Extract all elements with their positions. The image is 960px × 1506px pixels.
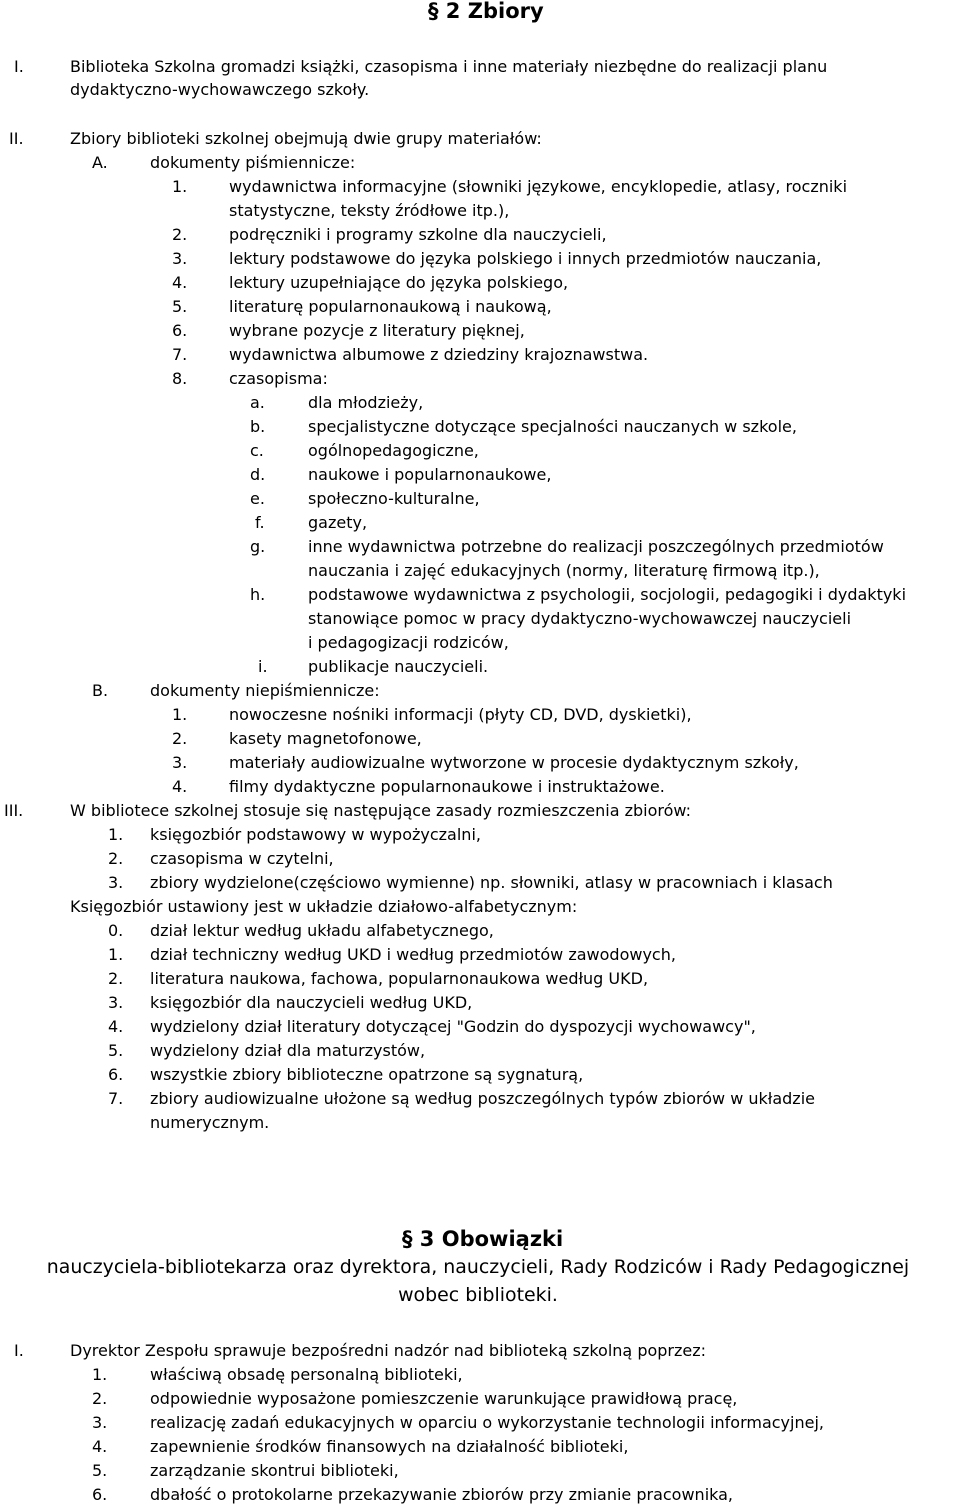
- list-item-number: 3.: [92, 1413, 108, 1432]
- list-item-number: 5.: [172, 297, 188, 316]
- sublist-text: inne wydawnictwa potrzebne do realizacji poszczególnych przedmiotów: [308, 537, 884, 556]
- list-item-number: 6.: [92, 1485, 108, 1504]
- list-item-text: dział techniczny według UKD i według przedmiotów zawodowych,: [150, 945, 676, 964]
- list-item-text: właściwą obsadę personalną biblioteki,: [150, 1365, 463, 1384]
- list-item-number: 2.: [108, 849, 124, 868]
- sublist-letter: f.: [255, 513, 265, 532]
- group-B-title: dokumenty niepiśmiennicze:: [150, 681, 380, 700]
- arrangement-intro: Księgozbiór ustawiony jest w układzie działowo-alfabetycznym:: [70, 897, 578, 916]
- sublist-text: dla młodzieży,: [308, 393, 424, 412]
- list-item-number: 1.: [108, 945, 124, 964]
- sublist-letter: i.: [258, 657, 268, 676]
- list-item-text-cont: statystyczne, teksty źródłowe itp.),: [229, 201, 510, 220]
- sublist-text-cont: stanowiące pomoc w pracy dydaktyczno-wychowawczej nauczycieli: [308, 609, 852, 628]
- list-item-text: odpowiednie wyposażone pomieszczenie warunkujące prawidłową pracę,: [150, 1389, 738, 1408]
- list-item-text: realizację zadań edukacyjnych w oparciu o wykorzystanie technologii informacyjnej,: [150, 1413, 824, 1432]
- list-item-number: 4.: [108, 1017, 124, 1036]
- sublist-letter: a.: [250, 393, 265, 412]
- list-item-number: 1.: [108, 825, 124, 844]
- list-item-text: wydawnictwa informacyjne (słowniki językowe, encyklopedie, atlasy, roczniki: [229, 177, 848, 196]
- list-item-number: 3.: [172, 753, 188, 772]
- list-item-text: wszystkie zbiory biblioteczne opatrzone są sygnaturą,: [150, 1065, 584, 1084]
- sublist-text: ogólnopedagogiczne,: [308, 441, 479, 460]
- list-item-text: zarządzanie skontrui biblioteki,: [150, 1461, 399, 1480]
- list-item-text: wydzielony dział dla maturzystów,: [150, 1041, 426, 1060]
- sublist-text: specjalistyczne dotyczące specjalności nauczanych w szkole,: [308, 417, 797, 436]
- list-item-number: 2.: [172, 225, 188, 244]
- section-3-point-I-text: Dyrektor Zespołu sprawuje bezpośredni nadzór nad biblioteką szkolną poprzez:: [70, 1341, 707, 1360]
- list-item-text: wybrane pozycje z literatury pięknej,: [229, 321, 525, 340]
- list-item-number: 6.: [172, 321, 188, 340]
- list-item-text: księgozbiór podstawowy w wypożyczalni,: [150, 825, 481, 844]
- list-item-text: zapewnienie środków finansowych na działalność biblioteki,: [150, 1437, 629, 1456]
- sublist-letter: g.: [250, 537, 266, 556]
- section-2-point-III-marker: III.: [4, 801, 24, 820]
- section-2-heading: § 2 Zbiory: [428, 0, 544, 23]
- list-item-number: 2.: [108, 969, 124, 988]
- list-item-number: 3.: [108, 873, 124, 892]
- list-item-text: dbałość o protokolarne przekazywanie zbiorów przy zmianie pracownika,: [150, 1485, 734, 1504]
- list-item-text: literaturę popularnonaukową i naukową,: [229, 297, 552, 316]
- list-item-number: 4.: [172, 777, 188, 796]
- list-item-number: 1.: [172, 177, 188, 196]
- section-3-subtitle-cont: wobec biblioteki.: [398, 1284, 558, 1306]
- section-3-subtitle: nauczyciela-bibliotekarza oraz dyrektora, nauczycieli, Rady Rodziców i Rady Pedagogicznej: [46, 1256, 910, 1278]
- sublist-text: naukowe i popularnonaukowe,: [308, 465, 552, 484]
- list-item-text: kasety magnetofonowe,: [229, 729, 422, 748]
- list-item-text: wydzielony dział literatury dotyczącej "Godzin do dyspozycji wychowawcy",: [150, 1017, 756, 1036]
- list-item-text: podręczniki i programy szkolne dla nauczycieli,: [229, 225, 607, 244]
- section-2-point-II-marker: II.: [9, 129, 24, 148]
- section-2-point-I-marker: I.: [14, 57, 24, 76]
- list-item-number: 5.: [92, 1461, 108, 1480]
- sublist-letter: b.: [250, 417, 266, 436]
- section-2-point-I-text-cont: dydaktyczno-wychowawczego szkoły.: [70, 80, 370, 99]
- group-A-title: dokumenty piśmiennicze:: [150, 153, 356, 172]
- list-item-number: 0.: [108, 921, 124, 940]
- list-item-number: 4.: [92, 1437, 108, 1456]
- list-item-text-cont: numerycznym.: [150, 1113, 270, 1132]
- list-item-number: 5.: [108, 1041, 124, 1060]
- sublist-text: publikacje nauczycieli.: [308, 657, 489, 676]
- sublist-letter: h.: [250, 585, 266, 604]
- list-item-number: 8.: [172, 369, 188, 388]
- sublist-letter: c.: [250, 441, 264, 460]
- sublist-text: podstawowe wydawnictwa z psychologii, socjologii, pedagogiki i dydaktyki: [308, 585, 907, 604]
- sublist-text: gazety,: [308, 513, 368, 532]
- list-item-text: lektury uzupełniające do języka polskiego,: [229, 273, 569, 292]
- list-item-number: 6.: [108, 1065, 124, 1084]
- sublist-text-cont: i pedagogizacji rodziców,: [308, 633, 509, 652]
- list-item-number: 7.: [108, 1089, 124, 1108]
- list-item-text: literatura naukowa, fachowa, popularnonaukowa według UKD,: [150, 969, 649, 988]
- section-2-point-III-text: W bibliotece szkolnej stosuje się następujące zasady rozmieszczenia zbiorów:: [70, 801, 691, 820]
- list-item-text: nowoczesne nośniki informacji (płyty CD, DVD, dyskietki),: [229, 705, 692, 724]
- sublist-text: społeczno-kulturalne,: [308, 489, 480, 508]
- sublist-letter: d.: [250, 465, 266, 484]
- list-item-number: 2.: [172, 729, 188, 748]
- list-item-text: filmy dydaktyczne popularnonaukowe i instruktażowe.: [229, 777, 665, 796]
- sublist-letter: e.: [250, 489, 265, 508]
- list-item-text: zbiory wydzielone(częściowo wymienne) np. słowniki, atlasy w pracowniach i klasach: [150, 873, 833, 892]
- list-item-text: czasopisma w czytelni,: [150, 849, 334, 868]
- list-item-text: materiały audiowizualne wytworzone w procesie dydaktycznym szkoły,: [229, 753, 799, 772]
- list-item-number: 4.: [172, 273, 188, 292]
- list-item-number: 2.: [92, 1389, 108, 1408]
- section-3-heading: § 3 Obowiązki: [402, 1227, 564, 1251]
- section-2-point-I-text: Biblioteka Szkolna gromadzi książki, czasopisma i inne materiały niezbędne do realizacji planu: [70, 57, 828, 76]
- list-item-number: 1.: [172, 705, 188, 724]
- list-item-number: 1.: [92, 1365, 108, 1384]
- list-item-number: 3.: [108, 993, 124, 1012]
- section-2-point-II-text: Zbiory biblioteki szkolnej obejmują dwie grupy materiałów:: [70, 129, 542, 148]
- list-item-text: lektury podstawowe do języka polskiego i innych przedmiotów nauczania,: [229, 249, 822, 268]
- list-item-text: księgozbiór dla nauczycieli według UKD,: [150, 993, 473, 1012]
- list-item-text: zbiory audiowizualne ułożone są według poszczególnych typów zbiorów w układzie: [150, 1089, 815, 1108]
- list-item-text: wydawnictwa albumowe z dziedziny krajoznawstwa.: [229, 345, 649, 364]
- sublist-text-cont: nauczania i zajęć edukacyjnych (normy, literaturę firmową itp.),: [308, 561, 820, 580]
- list-item-number: 3.: [172, 249, 188, 268]
- list-item-text: czasopisma:: [229, 369, 328, 388]
- group-B-marker: B.: [92, 681, 109, 700]
- section-3-point-I-marker: I.: [14, 1341, 24, 1360]
- group-A-marker: A.: [92, 153, 108, 172]
- list-item-text: dział lektur według układu alfabetycznego,: [150, 921, 494, 940]
- list-item-number: 7.: [172, 345, 188, 364]
